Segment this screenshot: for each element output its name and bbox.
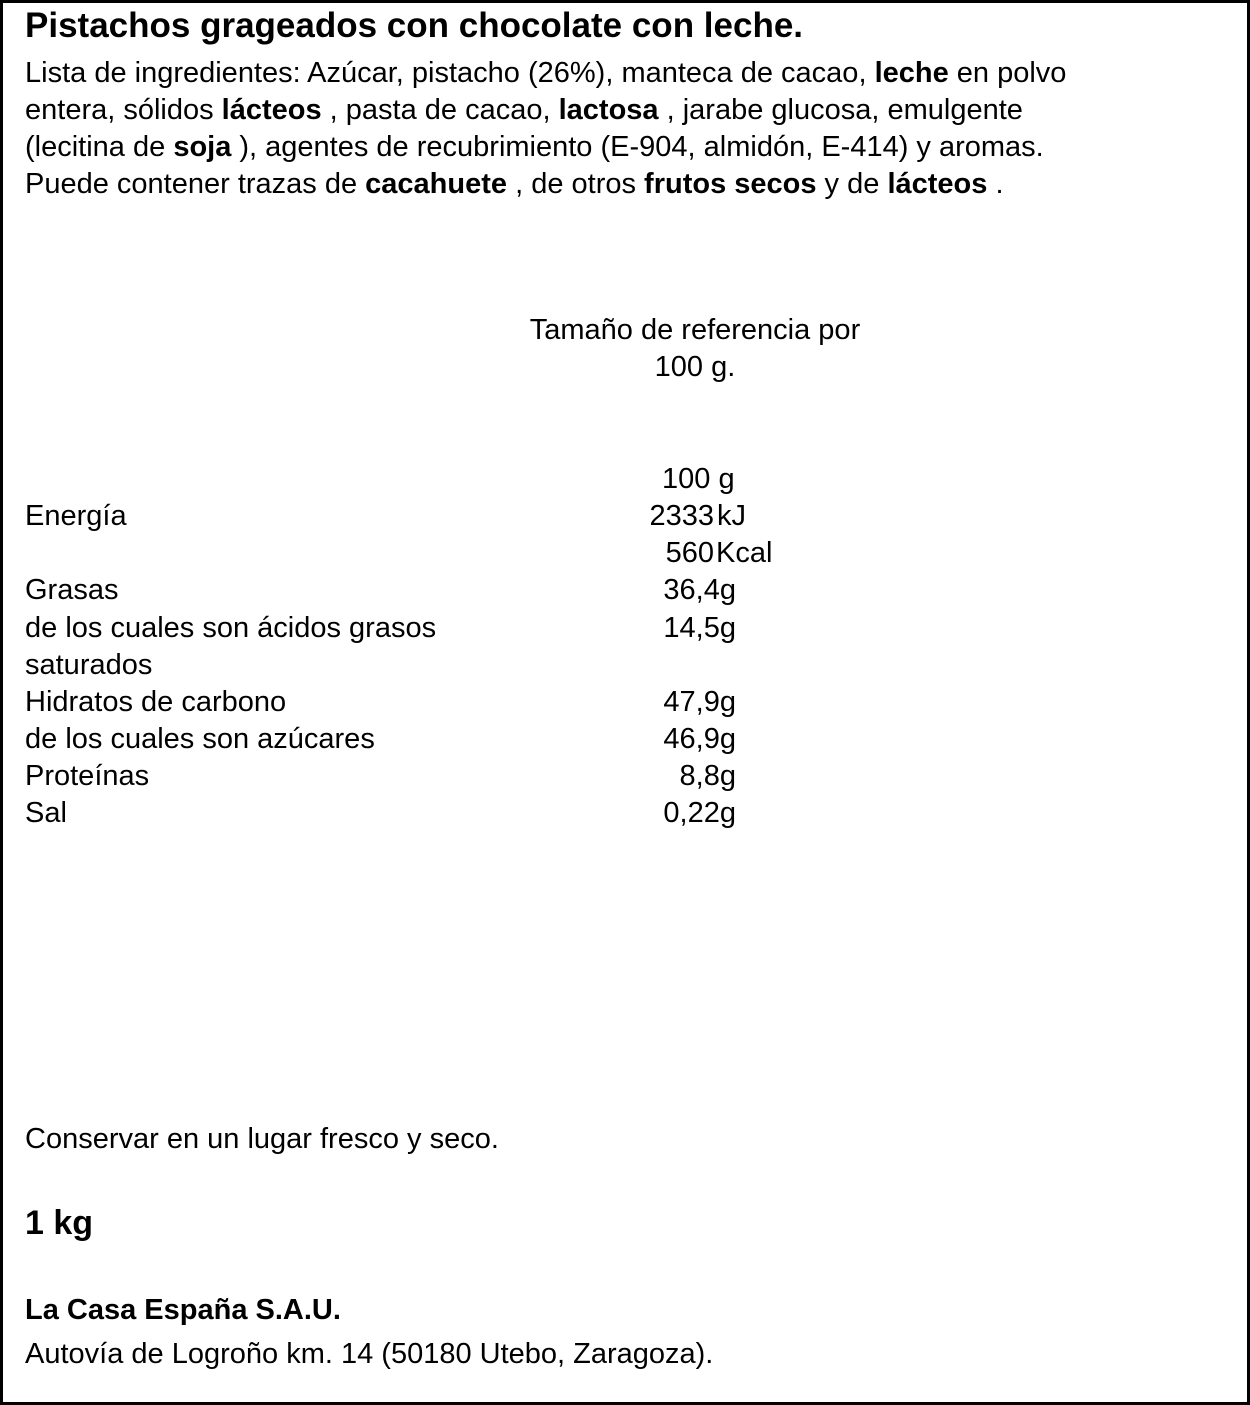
ingredients-line: entera, sólidos lácteos , pasta de cacao, lactosa , jarabe glucosa, emulgente	[25, 94, 1023, 126]
nutrient-value-protein: 8,8g	[679, 760, 736, 792]
nutrient-label-salt: Sal	[25, 797, 67, 829]
storage-instructions: Conservar en un lugar fresco y seco.	[25, 1123, 499, 1155]
energy-kj-unit: kJ	[717, 500, 746, 532]
nutrient-label-saturated-cont: saturados	[25, 649, 153, 681]
allergen-traces-line: Puede contener trazas de cacahuete , de otros frutos secos y de lácteos .	[25, 168, 1004, 200]
nutrient-label-protein: Proteínas	[25, 760, 150, 792]
nutrient-label-carbohydrates: Hidratos de carbono	[25, 686, 287, 718]
nutrient-value-salt: 0,22g	[663, 797, 736, 829]
ingredients-list	[25, 55, 1225, 203]
nutrition-column-header: 100 g	[662, 463, 735, 495]
energy-label: Energía	[25, 500, 127, 532]
energy-kcal-value: 560	[665, 537, 714, 569]
nutrient-label-saturated: de los cuales son ácidos grasos	[25, 612, 437, 644]
reference-size-line: Tamaño de referencia por	[529, 314, 861, 346]
energy-kcal-unit: Kcal	[716, 537, 773, 569]
nutrient-value-fat: 36,4g	[663, 574, 736, 606]
reference-size-line: 100 g.	[654, 351, 736, 383]
company-address: Autovía de Logroño km. 14 (50180 Utebo, Zaragoza).	[25, 1338, 714, 1370]
reference-size	[460, 312, 930, 386]
ingredients-line: (lecitina de soja ), agentes de recubrimiento (E-904, almidón, E-414) y aromas.	[25, 131, 1044, 163]
nutrient-label-sugars: de los cuales son azúcares	[25, 723, 375, 755]
energy-kj-value: 2333	[649, 500, 714, 532]
product-title: Pistachos grageados con chocolate con leche.	[25, 6, 804, 45]
nutrient-value-saturated: 14,5g	[663, 612, 736, 644]
nutrient-value-sugars: 46,9g	[663, 723, 736, 755]
ingredients-line: Lista de ingredientes: Azúcar, pistacho (26%), manteca de cacao, leche en polvo	[25, 57, 1067, 89]
net-weight: 1 kg	[25, 1204, 94, 1242]
nutrient-value-carbohydrates: 47,9g	[663, 686, 736, 718]
company-name: La Casa España S.A.U.	[25, 1294, 341, 1326]
nutrient-label-fat: Grasas	[25, 574, 119, 606]
